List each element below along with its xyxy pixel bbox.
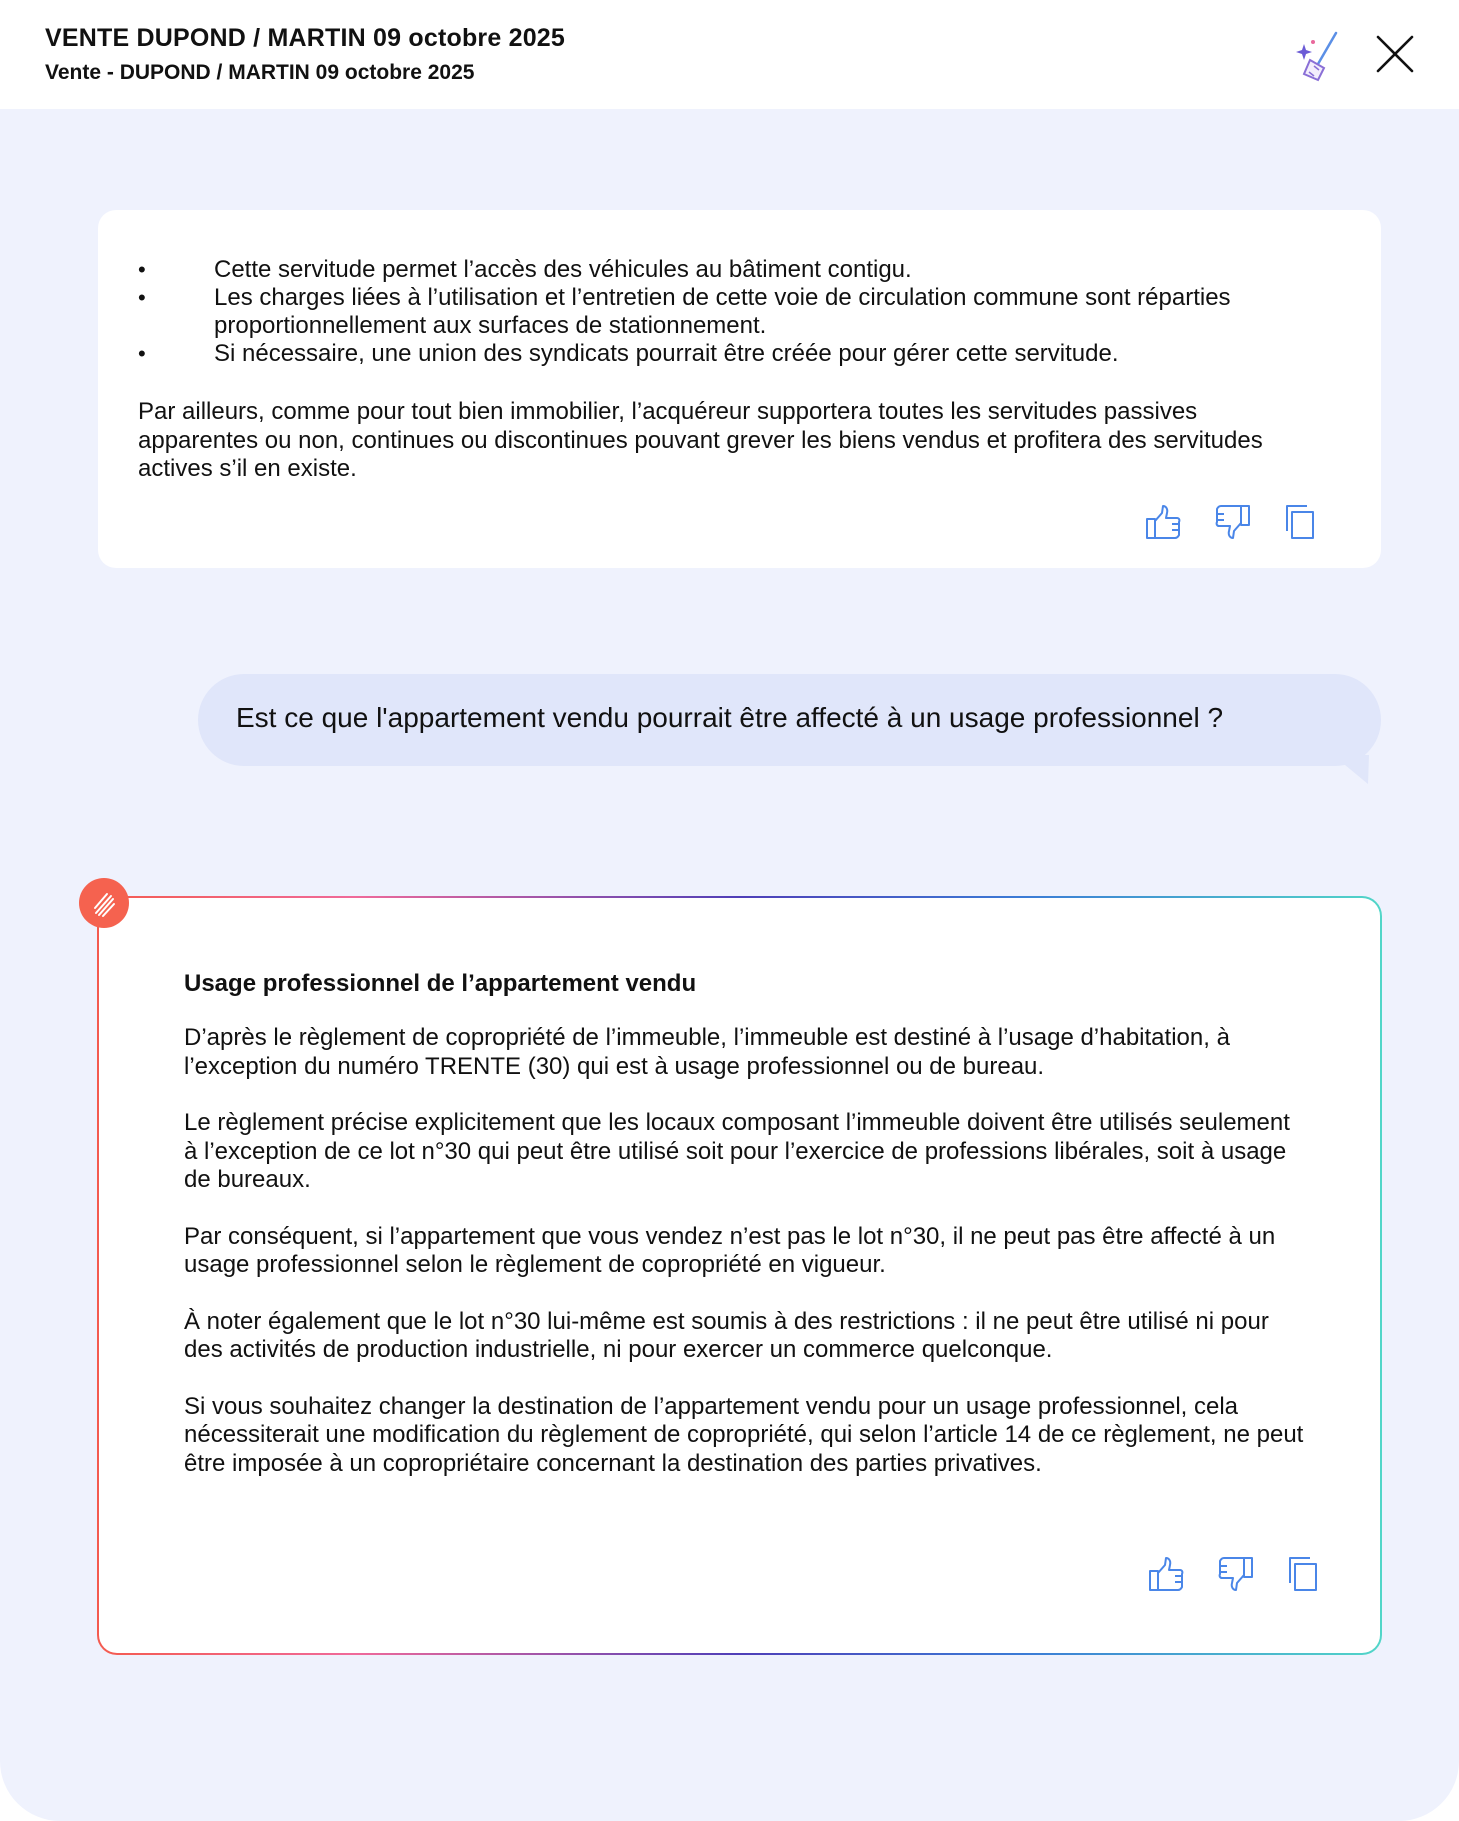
page-title: VENTE DUPOND / MARTIN 09 octobre 2025 bbox=[45, 24, 566, 52]
list-item: • Si nécessaire, une union des syndicats pourrait être créée pour gérer cette servitude. bbox=[138, 340, 1288, 368]
answer-paragraph: Si vous souhaitez changer la destination de l’appartement vendu pour un usage professionnel, cela nécessiterait une modification du règlement de copropriété, qui selon l’article 14 de ce règlement, ne peut être imposée à un copropriétaire concernant la destination des parties privatives. bbox=[184, 1392, 1304, 1477]
bubble-tail bbox=[1333, 755, 1373, 785]
answer-body bbox=[184, 1024, 1304, 1506]
answer-paragraph: Par conséquent, si l’appartement que vous vendez n’est pas le lot n°30, il ne peut pas être affecté à un usage professionnel selon le règlement de copropriété en vigueur. bbox=[184, 1222, 1276, 1278]
list-item: • Les charges liées à l’utilisation et l’entretien de cette voie de circulation commune sont réparties proportionnellement aux surfaces de stationnement. bbox=[138, 284, 1288, 340]
clear-conversation-button[interactable] bbox=[1294, 30, 1344, 84]
like-button[interactable] bbox=[1145, 1552, 1189, 1596]
answer-actions bbox=[1121, 1552, 1325, 1596]
answer-card-border bbox=[97, 896, 1382, 1655]
assistant-avatar bbox=[79, 878, 129, 928]
list-item: • Cette servitude permet l’accès des véhicules au bâtiment contigu. bbox=[138, 256, 1288, 284]
close-button[interactable] bbox=[1374, 33, 1416, 75]
dislike-button[interactable] bbox=[1213, 1552, 1257, 1596]
user-message-text: Est ce que l'appartement vendu pourrait être affecté à un usage professionnel ? bbox=[236, 702, 1224, 733]
broom-sparkle-icon bbox=[1294, 30, 1344, 84]
copy-button[interactable] bbox=[1281, 1552, 1325, 1596]
dislike-button[interactable] bbox=[1210, 500, 1254, 544]
header bbox=[0, 0, 1459, 109]
answer-paragraph: D’après le règlement de copropriété de l’immeuble, l’immeuble est destiné à l’usage d’habitation, à l’exception du numéro TRENTE (30) qui est à usage professionnel ou de bureau. bbox=[184, 1024, 1230, 1080]
thumbs-down-icon bbox=[1212, 502, 1252, 542]
answer-paragraph: Par ailleurs, comme pour tout bien immobilier, l’acquéreur supportera toutes les servitudes passives apparentes ou non, continues ou discontinues pouvant grever les biens vendus et profitera des servitudes actives s’il en existe. bbox=[138, 398, 1263, 482]
like-button[interactable] bbox=[1142, 500, 1186, 544]
answer-paragraph: Le règlement précise explicitement que les locaux composant l’immeuble doivent être utilisés seulement à l’exception de ce lot n°30 qui peut être utilisé soit pour l’exercice de professions libérales, soit à usage de bureaux. bbox=[184, 1109, 1290, 1193]
copy-button[interactable] bbox=[1278, 500, 1322, 544]
page-subtitle: Vente - DUPOND / MARTIN 09 octobre 2025 bbox=[45, 61, 475, 84]
close-icon bbox=[1374, 33, 1416, 75]
thumbs-down-icon bbox=[1215, 1554, 1255, 1594]
user-message-bubble bbox=[198, 674, 1381, 766]
answer-paragraph: À noter également que le lot n°30 lui-même est soumis à des restrictions : il ne peut être utilisé ni pour des activités de production industrielle, ni pour exercer un commerce quelconque. bbox=[184, 1307, 1269, 1363]
copy-icon bbox=[1282, 502, 1318, 542]
bullet-list bbox=[138, 256, 1288, 368]
answer-heading: Usage professionnel de l’appartement vendu bbox=[184, 970, 697, 997]
copy-icon bbox=[1285, 1554, 1321, 1594]
answer-actions bbox=[1118, 500, 1322, 544]
thumbs-up-icon bbox=[1144, 502, 1184, 542]
answer-card bbox=[99, 898, 1380, 1653]
assistant-logo-icon bbox=[79, 878, 129, 928]
thumbs-up-icon bbox=[1147, 1554, 1187, 1594]
previous-answer-card bbox=[98, 210, 1381, 568]
